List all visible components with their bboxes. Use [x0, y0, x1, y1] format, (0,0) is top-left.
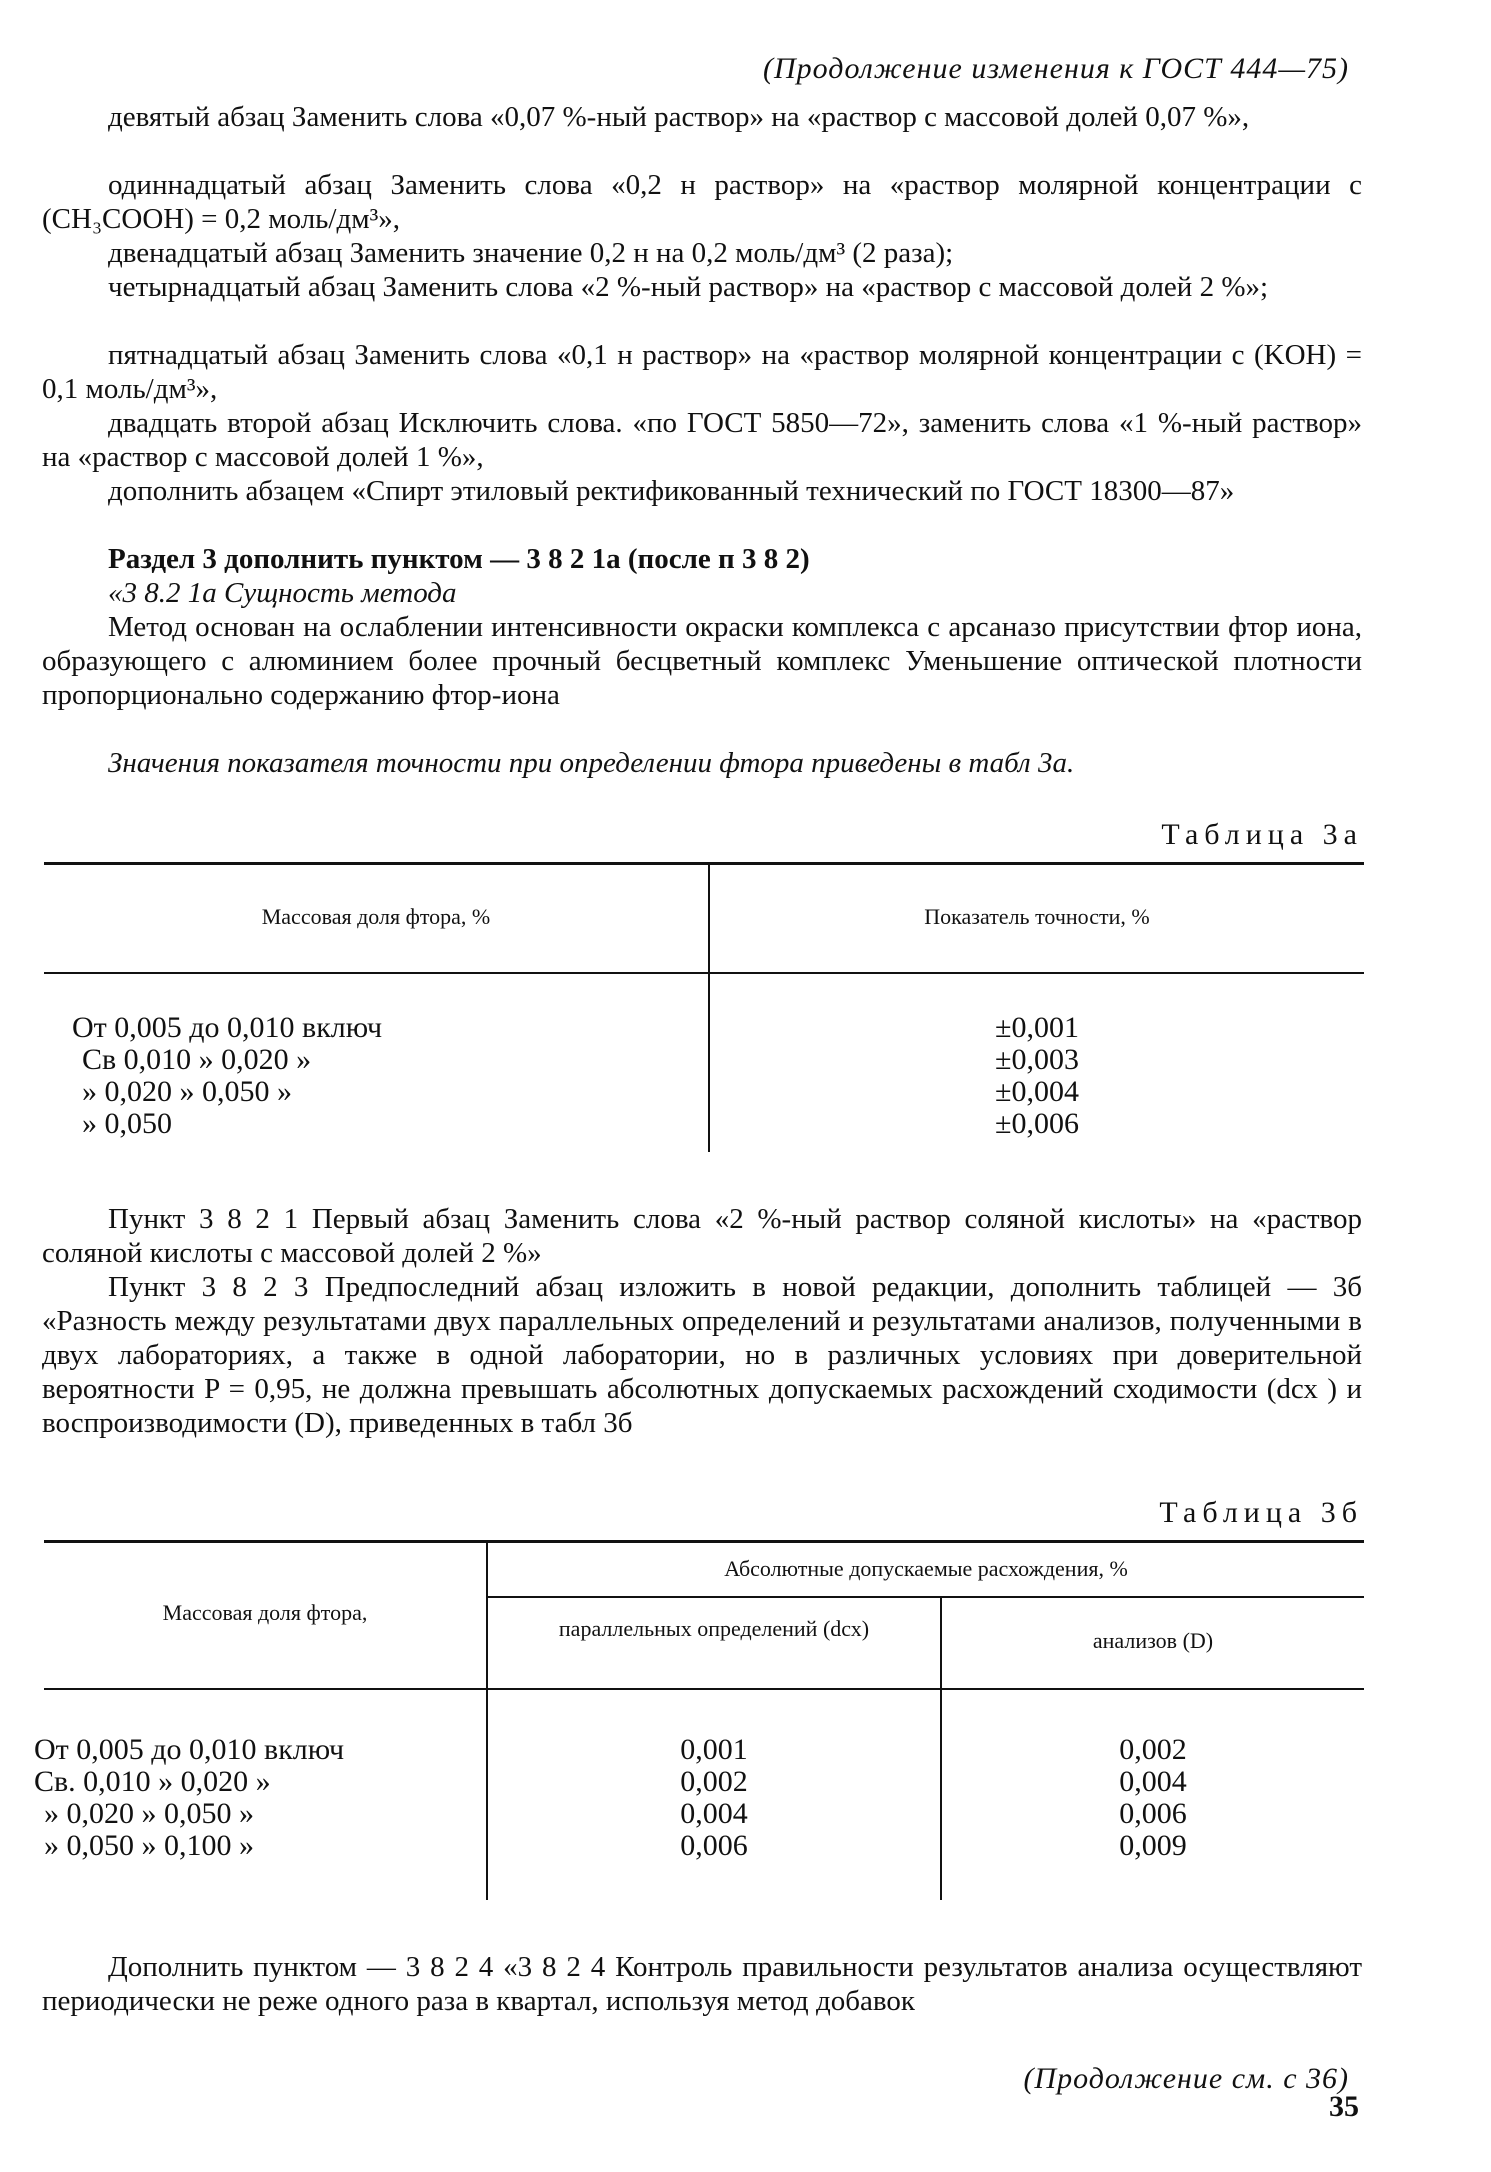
table-cell: Св 0,010 » 0,020 » [82, 1043, 312, 1076]
table-cell: 0,004 [680, 1797, 748, 1830]
table-cell: Св. 0,010 » 0,020 » [34, 1765, 271, 1798]
table-header-fraction: Массовая доля фтора, % [261, 904, 491, 929]
table-cell: » 0,050 [82, 1107, 172, 1140]
paragraph: Пункт 3 8 2 3 Предпоследний абзац изложить в новой редакции, дополнить таблицей — 3б «Разность между результатами двух параллельных определений и результатами анализов, полученными в двух лабораториях, а также в одной лаборатории, но в различных условиях при доверительной вероятности P = 0,95, не должна превышать абсолютных допускаемых расхождений сходимости (dсх ) и воспроизводимости (D), приведенных в табл 3б [42, 1271, 1362, 1439]
table-rule [486, 1596, 1364, 1598]
table-header-accuracy: Показатель точности, % [924, 904, 1150, 929]
table-cell: От 0,005 до 0,010 включ [34, 1733, 345, 1766]
table-cell: 0,009 [1119, 1829, 1187, 1862]
table-3a [44, 862, 1364, 1162]
table-cell: » 0,020 » 0,050 » [82, 1075, 292, 1108]
table-rule [44, 1688, 1364, 1690]
table-cell: От 0,005 до 0,010 включ [72, 1011, 383, 1044]
table-header-fraction: Массовая доля фтора, [162, 1600, 368, 1625]
footer-continuation: (Продолжение см. с 36) [1023, 2062, 1349, 2095]
table-cell: ±0,003 [995, 1043, 1079, 1076]
paragraph: девятый абзац Заменить слова «0,07 %-ный раствор» на «раствор с массовой долей 0,07 %», [108, 101, 1250, 133]
table-cell: 0,006 [1119, 1797, 1187, 1830]
paragraph: Метод основан на ослаблении интенсивности окраски комплекса с арсаназо присутствии фтор иона, образующего с алюминием более прочный бесцветный комплекс Уменьшение оптической плотности пропорционально содержанию фтор-иона [42, 611, 1362, 711]
table-cell: 0,004 [1119, 1765, 1187, 1798]
table-3b [34, 1540, 1364, 1910]
paragraph: дополнить абзацем «Спирт этиловый ректификованный технический по ГОСТ 18300—87» [108, 475, 1235, 507]
table-rule [44, 972, 1364, 974]
table-header-analyses: анализов (D) [1092, 1628, 1214, 1653]
table-rule [44, 862, 1364, 865]
table-caption: Таблица 3б [1159, 1496, 1363, 1529]
paragraph: Дополнить пунктом — 3 8 2 4 «3 8 2 4 Контроль правильности результатов анализа осуществляют периодически не реже одного раза в квартал, используя метод добавок [42, 1951, 1362, 2017]
table-column-parallel [488, 1734, 940, 1862]
subsection-heading: «3 8.2 1а Сущность метода [108, 577, 457, 609]
paragraph: двадцать второй абзац Исключить слова. «по ГОСТ 5850—72», заменить слова «1 %-ный раствор» на «раствор с массовой долей 1 %», [42, 407, 1362, 473]
table-cell: 0,001 [680, 1733, 748, 1766]
table-cell: 0,002 [1119, 1733, 1187, 1766]
table-cell: ±0,001 [995, 1011, 1079, 1044]
table-caption: Таблица 3а [1161, 818, 1363, 851]
table-cell: » 0,020 » 0,050 » [44, 1797, 254, 1830]
paragraph: двенадцатый абзац Заменить значение 0,2 н на 0,2 моль/дм³ (2 раза); [108, 237, 954, 269]
paragraph: одиннадцатый абзац Заменить слова «0,2 н раствор» на «раствор молярной концентрации c (CH₃COOH) = 0,2 моль/дм³», [42, 169, 1362, 235]
table-header-group: Абсолютные допускаемые расхождения, % [724, 1556, 1128, 1581]
section-heading: Раздел 3 дополнить пунктом — 3 8 2 1а (после п 3 8 2) [108, 543, 810, 575]
table-column-analyses [942, 1734, 1364, 1862]
table-rule [44, 1540, 1364, 1543]
paragraph: четырнадцатый абзац Заменить слова «2 %-ный раствор» на «раствор с массовой долей 2 %»; [108, 271, 1269, 303]
paragraph: Значения показателя точности при определении фтора приведены в табл 3а. [108, 747, 1075, 779]
table-column-fraction [72, 1012, 382, 1140]
paragraph: пятнадцатый абзац Заменить слова «0,1 н раствор» на «раствор молярной концентрации c (KOH) = 0,1 моль/дм³», [42, 339, 1362, 405]
paragraph: Пункт 3 8 2 1 Первый абзац Заменить слова «2 %-ный раствор соляной кислоты» на «раствор соляной кислоты с массовой долей 2 %» [42, 1203, 1362, 1269]
table-cell: 0,006 [680, 1829, 748, 1862]
page-number: 35 [1329, 2090, 1359, 2123]
table-column-fraction [34, 1734, 344, 1862]
table-cell: » 0,050 » 0,100 » [44, 1829, 254, 1862]
table-column-accuracy [710, 1012, 1364, 1140]
table-cell: 0,002 [680, 1765, 748, 1798]
table-cell: ±0,004 [995, 1075, 1079, 1108]
table-header-parallel: параллельных определений (dсх) [558, 1616, 870, 1641]
header-continuation: (Продолжение изменения к ГОСТ 444—75) [763, 52, 1349, 85]
table-cell: ±0,006 [995, 1107, 1079, 1140]
